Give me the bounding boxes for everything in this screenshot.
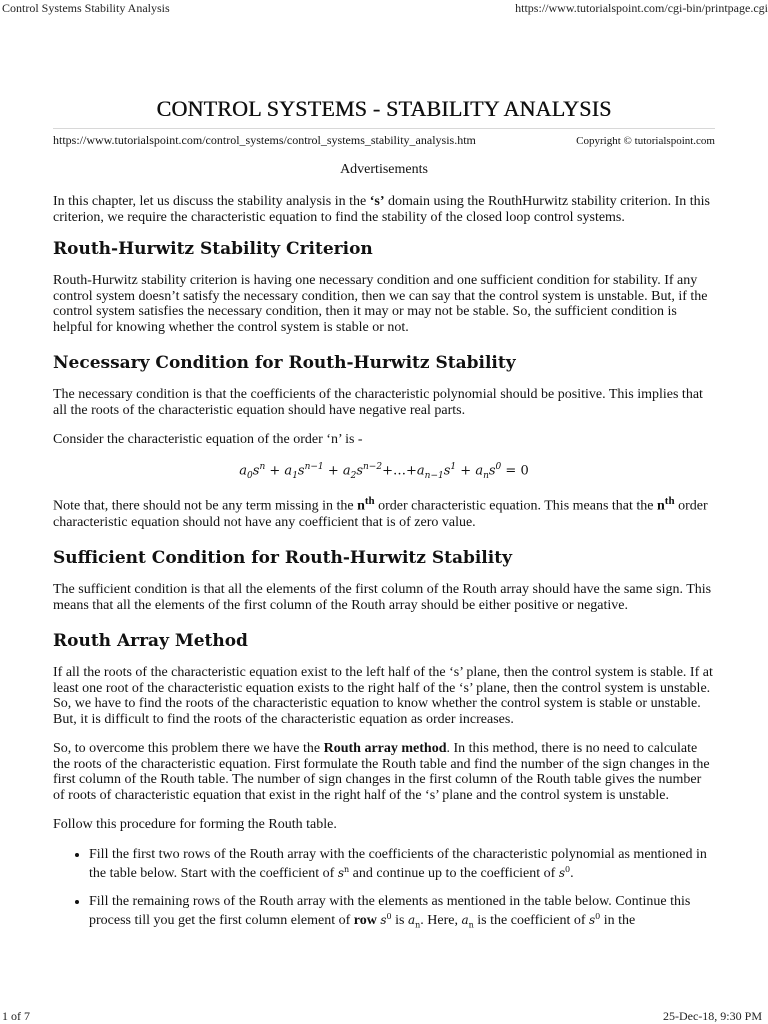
list-item: • Fill the first two rows of the Routh array with the coefficients of the characteristic polynomial as mentioned in the table below. Start with the coefficient of $s^n$ and continue up to the coefficient of $s^0$. — [89, 847, 715, 882]
heading-necessary-condition: Necessary Condition for Routh-Hurwitz Stability — [53, 353, 516, 373]
consider-paragraph: Consider the characteristic equation of the order ‘n’ is - — [53, 432, 363, 447]
note-paragraph: Note that, there should not be any term missing in the $n^{th}$ order characteristic equation. This means that the $n^{th}$ order characteristic equation should not have any coefficient that is of zero value. — [53, 495, 708, 530]
heading-sufficient-condition: Sufficient Condition for Routh-Hurwitz Stability — [53, 548, 512, 569]
advertisements-label: Advertisements — [340, 162, 428, 177]
article — [53, 96, 715, 945]
copyright-notice: Copyright © tutorialspoint.com — [576, 135, 715, 147]
page-counter: 1 of 7 — [2, 1009, 30, 1023]
follow-procedure-paragraph: Follow this procedure for forming the Routh table. — [53, 817, 337, 833]
print-header-title: Control Systems Stability Analysis — [2, 1, 170, 15]
list-item: • Fill the remaining rows of the Routh array with the elements as mentioned in the table below. Continue this process till you get the first column element of row $s^0$ is $a_n$. Here, $a_n$ is the coefficient of $s^0$ in the — [89, 894, 715, 933]
s-domain-emphasis: ‘s’ — [369, 194, 385, 209]
print-datetime: 25-Dec-18, 9:30 PM — [663, 1009, 762, 1023]
procedure-list — [53, 847, 715, 933]
routh-array-paragraph-2: So, to overcome this problem there we have the Routh array method. In this method, there is no need to calculate the roots of the characteristic equation. First formulate the Routh table and find the number of the sign changes in the first column of the Routh table. The number of sign changes in the first column of the Routh table gives the number of roots of characteristic equation that exist in the right half of the ‘s’ plane and the control system is unstable. — [53, 741, 710, 803]
print-header-url: https://www.tutorialspoint.com/cgi-bin/printpage.cgi — [515, 1, 768, 15]
intro-paragraph: In this chapter, let us discuss the stability analysis in the ‘s’ domain using the RouthHurwitz stability criterion. In this criterion, we require the characteristic equation to find the stability of the closed loop control systems. — [53, 194, 710, 225]
heading-routh-array-method: Routh Array Method — [53, 631, 248, 652]
page-title: CONTROL SYSTEMS - STABILITY ANALYSIS — [156, 96, 612, 121]
routh-array-paragraph-1: If all the roots of the characteristic equation exist to the left half of the ‘s’ plane, then the control system is stable. If at least one root of the characteristic equation exists to the right half of the ‘s’ plane, then the control system is unstable. So, we have to find the roots of the characteristic equation to know whether the control system is stable or unstable. But, it is difficult to find the roots of the characteristic equation as order increases. — [53, 665, 713, 727]
source-line — [53, 128, 715, 148]
routh-criterion-paragraph: Routh-Hurwitz stability criterion is having one necessary condition and one sufficient condition for stability. If any control system doesn’t satisfy the necessary condition, then we can say that the control system is unstable. But, if the control system satisfies the necessary condition, then it may or may not be stable. So, the sufficient condition is helpful for knowing whether the control system is stable or not. — [53, 273, 708, 335]
sufficient-condition-paragraph: The sufficient condition is that all the elements of the first column of the Routh array should have the same sign. This means that all the elements of the first column of the Routh array should be either positive or negative. — [53, 582, 712, 613]
print-header — [0, 0, 768, 16]
characteristic-equation: $a_0s^n + a_1s^{n-1}$ + $a_2s^{n-2}+\dots+a_{n-1}s^1 + a_ns^0 = 0$ — [239, 461, 529, 481]
source-url-link[interactable]: https://www.tutorialspoint.com/control_systems/control_systems_stability_analysis.htm — [53, 133, 476, 147]
print-footer — [0, 1008, 768, 1024]
heading-routh-hurwitz: Routh-Hurwitz Stability Criterion — [53, 239, 373, 259]
necessary-condition-paragraph: The necessary condition is that the coefficients of the characteristic polynomial should be positive. This implies that all the roots of the characteristic equation should have negative real parts. — [53, 387, 703, 418]
